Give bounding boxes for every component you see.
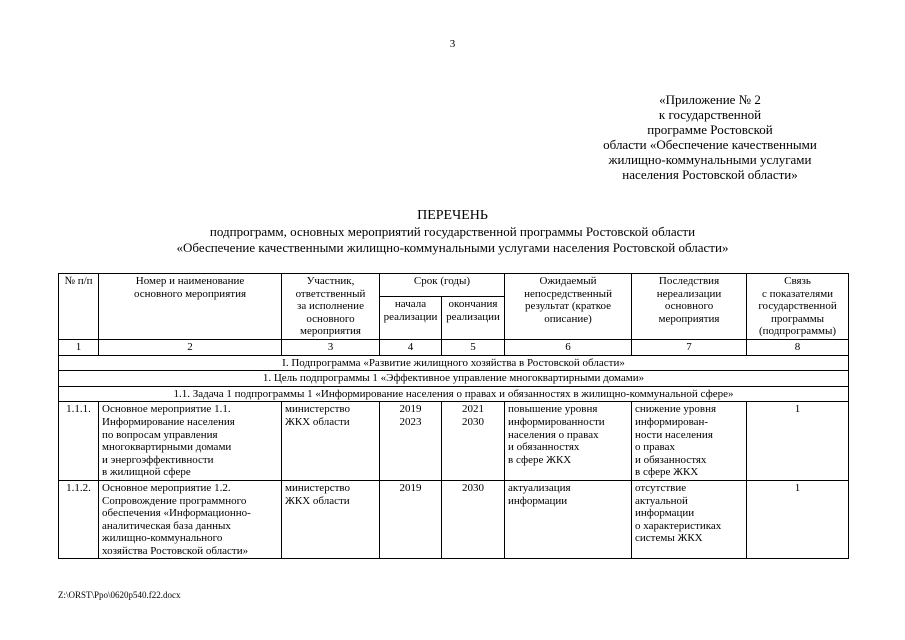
row-result: повышение уровня информированности населения о правах и обязанностях в сфере ЖКХ — [505, 402, 632, 481]
header-link: Связь с показателями государственной программы (подпрограммы) — [747, 274, 849, 340]
table-row — [59, 480, 849, 559]
column-number: 8 — [747, 339, 849, 355]
row-consequences: снижение уровня информирован- ности населения о правах и обязанностях в сфере ЖКХ — [632, 402, 747, 481]
row-consequences: отсутствие актуальной информации о характеристиках системы ЖКХ — [632, 480, 747, 559]
column-number: 4 — [380, 339, 442, 355]
appendix-line: области «Обеспечение качественными — [603, 137, 817, 152]
table-header-row — [59, 274, 849, 297]
row-link: 1 — [747, 402, 849, 481]
appendix-block — [560, 92, 860, 182]
appendix-line: жилищно-коммунальными услугами — [608, 152, 812, 167]
subprogram-row — [59, 355, 849, 371]
row-end: 2021 2030 — [442, 402, 505, 481]
goal-row — [59, 371, 849, 387]
file-path-footer: Z:\ORST\Ppo\0620p540.f22.docx — [58, 590, 181, 600]
task-title: 1.1. Задача 1 подпрограммы 1 «Информирование населения о правах и обязанностях в жилищно-коммунальной сфере» — [59, 386, 849, 402]
row-participant: министерство ЖКХ области — [282, 480, 380, 559]
column-number: 5 — [442, 339, 505, 355]
row-result: актуализация информации — [505, 480, 632, 559]
column-number: 2 — [99, 339, 282, 355]
title-line: «Обеспечение качественными жилищно-коммунальными услугами населения Ростовской области» — [176, 240, 729, 255]
column-number: 6 — [505, 339, 632, 355]
appendix-line: населения Ростовской области» — [622, 167, 798, 182]
table-row — [59, 402, 849, 481]
row-num: 1.1.2. — [59, 480, 99, 559]
column-number: 7 — [632, 339, 747, 355]
task-row — [59, 386, 849, 402]
header-participant: Участник, ответственный за исполнение основного мероприятия — [282, 274, 380, 340]
appendix-line: к государственной — [658, 107, 762, 122]
header-name: Номер и наименование основного мероприятия — [99, 274, 282, 340]
row-name: Основное мероприятие 1.2. Сопровождение программного обеспечения «Информационно- аналитическая база данных жилищно-коммунального хозяйства Ростовской области» — [99, 480, 282, 559]
column-number: 3 — [282, 339, 380, 355]
goal-title: 1. Цель подпрограммы 1 «Эффективное управление многоквартирными домами» — [59, 371, 849, 387]
row-num: 1.1.1. — [59, 402, 99, 481]
measures-table — [58, 273, 849, 559]
row-start: 2019 — [380, 480, 442, 559]
header-start: начала реализации — [380, 297, 442, 339]
header-term: Срок (годы) — [380, 274, 505, 297]
row-name: Основное мероприятие 1.1. Информирование населения по вопросам управления многоквартирными домами и энергоэффективности в жилищной сфере — [99, 402, 282, 481]
column-numbers-row — [59, 339, 849, 355]
row-participant: министерство ЖКХ области — [282, 402, 380, 481]
title-heading: ПЕРЕЧЕНЬ — [417, 208, 488, 223]
appendix-line: программе Ростовской — [647, 122, 773, 137]
title-line: подпрограмм, основных мероприятий государственной программы Ростовской области — [209, 224, 696, 239]
column-number: 1 — [59, 339, 99, 355]
row-start: 2019 2023 — [380, 402, 442, 481]
header-result: Ожидаемый непосредственный результат (краткое описание) — [505, 274, 632, 340]
document-title — [0, 208, 905, 256]
row-link: 1 — [747, 480, 849, 559]
header-consequences: Последствия нереализации основного мероприятия — [632, 274, 747, 340]
page-number: 3 — [449, 38, 456, 50]
header-num: № п/п — [59, 274, 99, 340]
appendix-line: «Приложение № 2 — [659, 92, 761, 107]
header-end: окончания реализации — [442, 297, 505, 339]
subprogram-title: I. Подпрограмма «Развитие жилищного хозяйства в Ростовской области» — [59, 355, 849, 371]
row-end: 2030 — [442, 480, 505, 559]
